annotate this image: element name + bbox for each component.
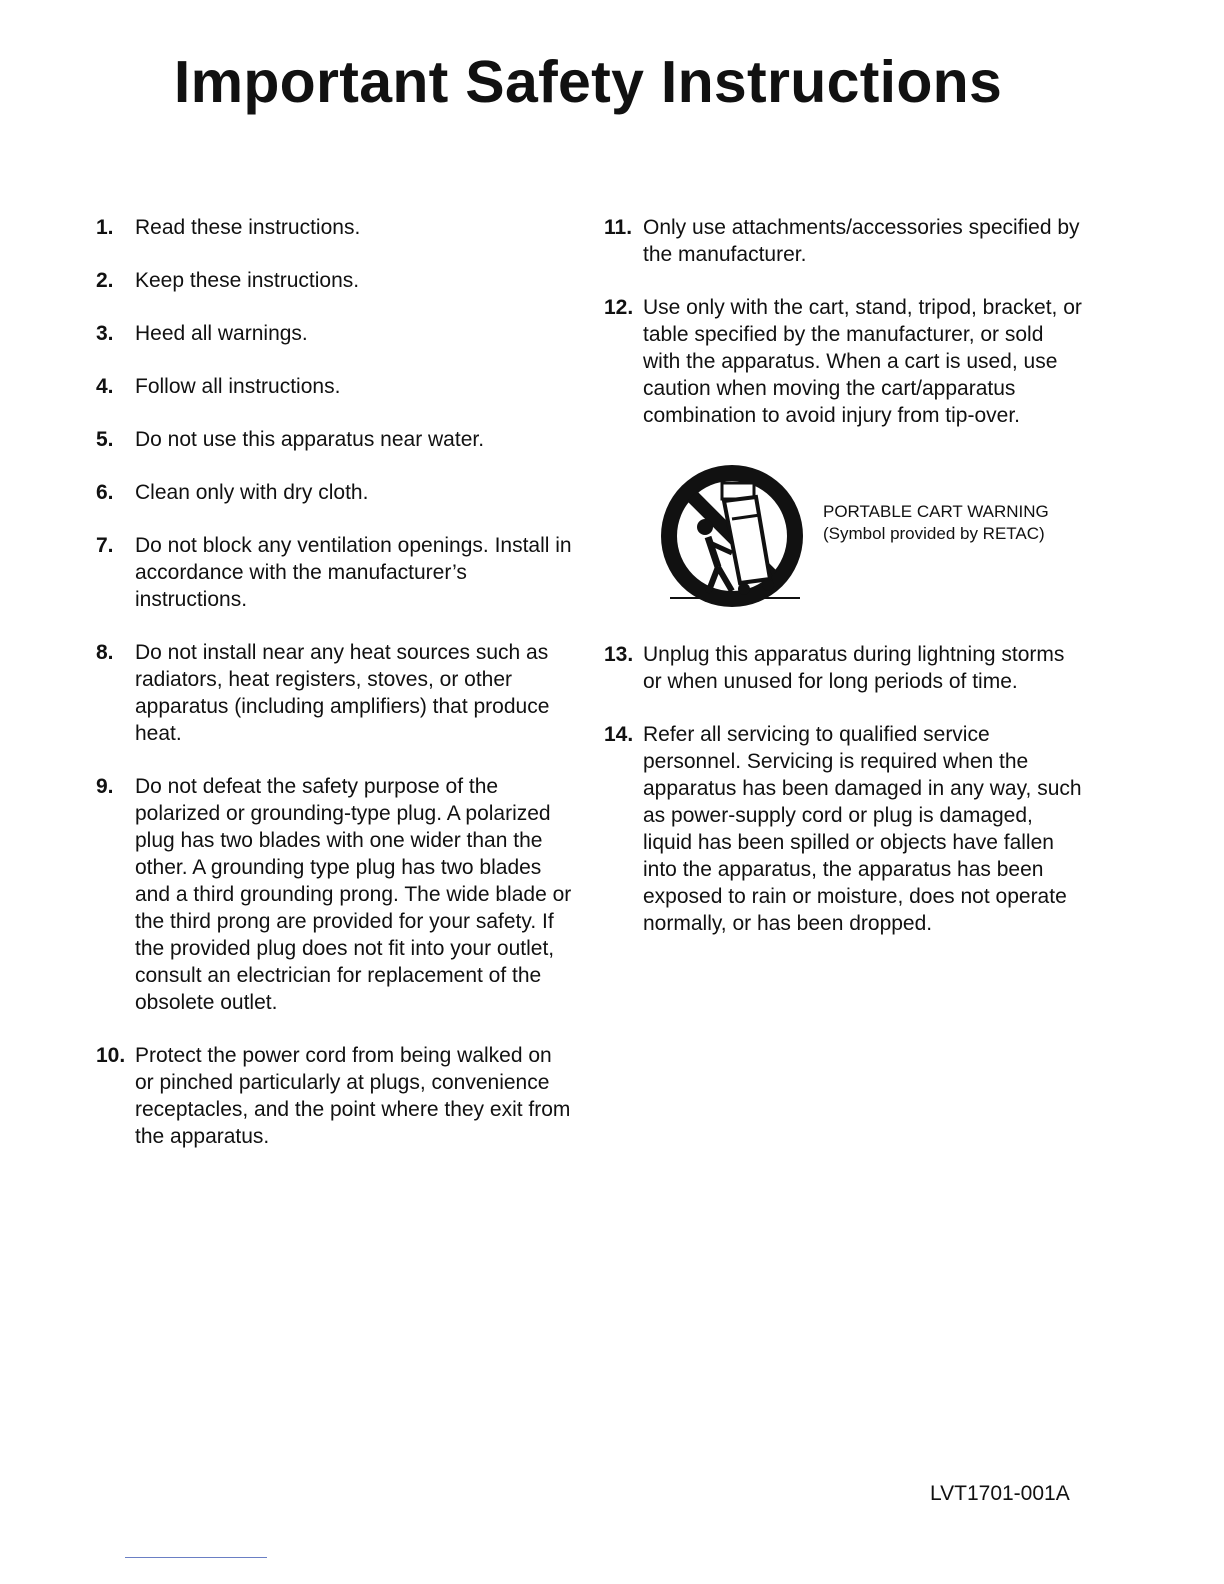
item-number: 6. [96,481,114,504]
warning-caption-source: (Symbol provided by RETAC) [823,524,1045,543]
right-column [604,214,1084,937]
item-number: 1. [96,216,114,239]
item-number: 12. [604,296,634,319]
instruction-item [96,1042,576,1150]
item-number: 3. [96,322,114,345]
instruction-item [604,214,1084,268]
item-number: 10. [96,1044,126,1067]
instruction-item [96,773,576,1016]
item-number: 8. [96,641,114,664]
instruction-item [96,373,576,400]
instruction-item [96,267,576,294]
item-text: Use only with the cart, stand, tripod, bracket, or table specified by the manufacturer, or sold with the apparatus. When a cart is used, use caution when moving the cart/apparatus combination to avoid injury from tip-over. [643,296,1082,427]
item-text: Read these instructions. [135,216,361,239]
item-text: Heed all warnings. [135,322,308,345]
item-text: Clean only with dry cloth. [135,481,369,504]
item-text: Protect the power cord from being walked on or pinched particularly at plugs, convenience receptacles, and the point where they exit from the apparatus. [135,1044,571,1148]
item-text: Do not block any ventilation openings. Install in accordance with the manufacturer’s instructions. [135,534,572,611]
item-text: Do not defeat the safety purpose of the polarized or grounding-type plug. A polarized plug has two blades with one wider than the other. A grounding type plug has two blades and a third grounding prong. The wide blade or the third prong are provided for your safety. If the provided plug does not fit into your outlet, consult an electrician for replacement of the obsolete outlet. [135,775,572,1014]
item-number: 13. [604,643,634,666]
instruction-item [96,426,576,453]
item-text: Follow all instructions. [135,375,341,398]
left-column [96,214,576,1150]
item-number: 4. [96,375,114,398]
instruction-item [96,532,576,613]
item-number: 14. [604,723,634,746]
portable-cart-warning [604,459,1084,619]
instruction-item [604,641,1084,695]
instruction-item [604,721,1084,937]
portable-cart-warning-icon [652,459,812,619]
item-text: Do not install near any heat sources such as radiators, heat registers, stoves, or other apparatus (including amplifiers) that produce heat. [135,641,550,745]
instruction-item [96,320,576,347]
item-number: 11. [604,216,633,239]
warning-caption-title: PORTABLE CART WARNING [823,502,1049,521]
instruction-item [96,639,576,747]
warning-caption [823,501,1049,545]
item-number: 9. [96,775,114,798]
item-text: Do not use this apparatus near water. [135,428,485,451]
document-code: LVT1701-001A [930,1482,1070,1505]
footer-rule [125,1557,267,1558]
item-text: Keep these instructions. [135,269,360,292]
item-number: 5. [96,428,114,451]
item-text: Refer all servicing to qualified service personnel. Servicing is required when the apparatus has been damaged in any way, such as power-supply cord or plug is damaged, liquid has been spilled or objects have fallen into the apparatus, the apparatus has been exposed to rain or moisture, does not operate normally, or has been dropped. [643,723,1082,935]
instruction-item [96,214,576,241]
page-title: Important Safety Instructions [173,49,1003,115]
instruction-item [604,294,1084,429]
item-text: Unplug this apparatus during lightning storms or when unused for long periods of time. [643,643,1065,693]
instruction-item [96,479,576,506]
item-number: 7. [96,534,114,557]
item-number: 2. [96,269,114,292]
item-text: Only use attachments/accessories specified by the manufacturer. [643,216,1080,266]
